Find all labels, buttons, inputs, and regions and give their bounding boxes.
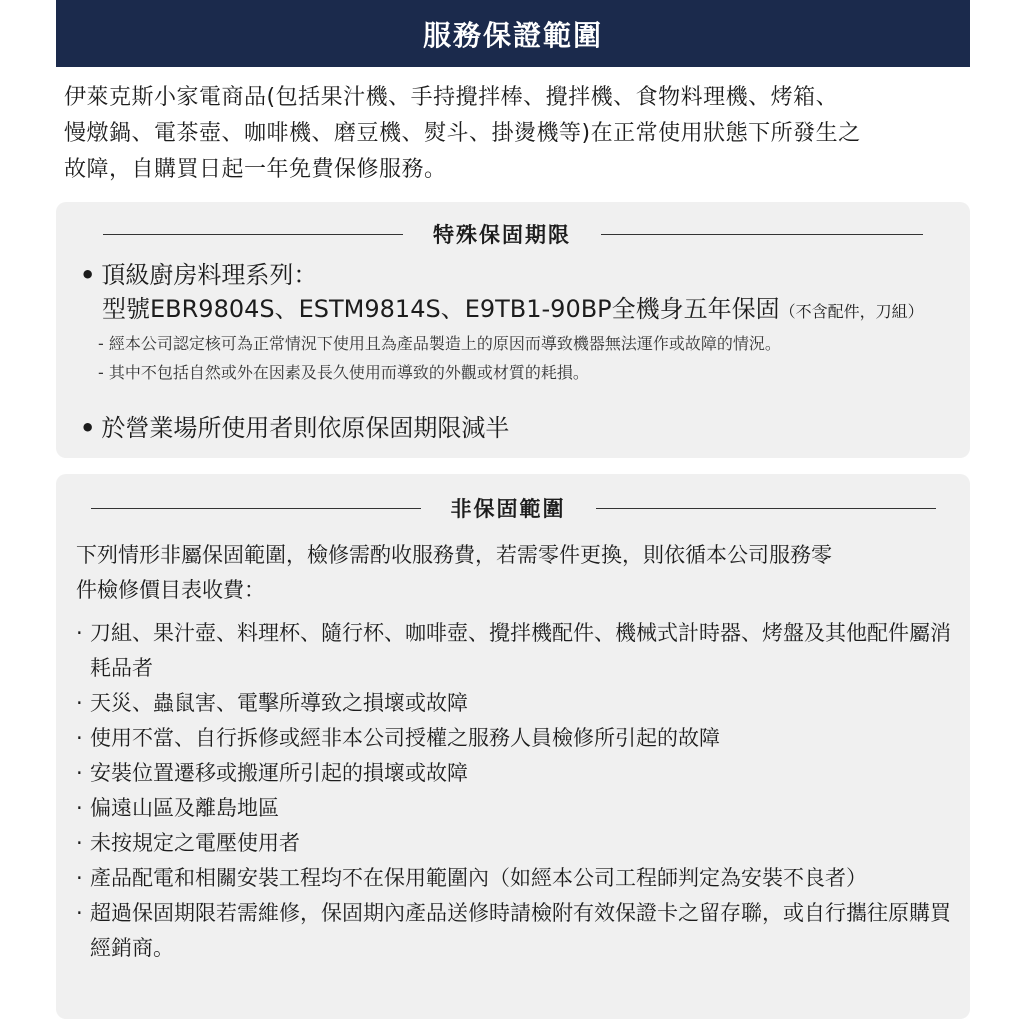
model-text: 型號EBR9804S、ESTM9814S、E9TB1-90BP全機身五年保固 (102, 295, 780, 323)
intro-line: 慢燉鍋、電茶壺、咖啡機、磨豆機、熨斗、掛燙機等)在正常使用狀態下所發生之 (64, 121, 861, 146)
premium-series-heading (80, 255, 317, 290)
divider (103, 234, 403, 235)
divider (596, 508, 936, 509)
section-title: 非保固範圍 (450, 497, 566, 521)
intro-paragraph (64, 80, 964, 188)
bullet-icon: · (76, 621, 83, 645)
list-item-text: 產品配電和相關安裝工程均不在保用範圍內（如經本公司工程師判定為安裝不良者） (90, 866, 867, 890)
intro-line: 伊萊克斯小家電商品(包括果汁機、手持攪拌棒、攪拌機、食物料理機、烤箱、 (64, 85, 839, 110)
page-title: 服務保證範圍 (422, 18, 603, 52)
intro-line: 件檢修價目表收費： (76, 578, 265, 602)
list-item (76, 616, 956, 686)
special-warranty-heading (56, 216, 970, 252)
intro-line: 故障，自購買日起一年免費保修服務。 (64, 157, 447, 182)
bullet-icon: · (76, 796, 83, 820)
model-note: （不含配件，刀組） (779, 302, 924, 321)
list-item-text: 使用不當、自行拆修或經非本公司授權之服務人員檢修所引起的故障 (90, 726, 720, 750)
exclusions-intro (76, 538, 956, 608)
exclusions-list (76, 616, 956, 966)
list-item-text: 天災、蟲鼠害、電擊所導致之損壞或故障 (90, 691, 468, 715)
list-item-text: 超過保固期限若需維修，保固期內產品送修時請檢附有效保證卡之留存聯，或自行攜往原購買經銷商。 (90, 901, 951, 960)
list-item (76, 826, 956, 861)
intro-line: 下列情形非屬保固範圍，檢修需酌收服務費，若需零件更換，則依循本公司服務零 (76, 543, 832, 567)
bullet-icon: • (80, 414, 96, 442)
bullet-icon: · (76, 901, 83, 925)
bullet-icon: · (76, 691, 83, 715)
list-item (76, 861, 956, 896)
divider (91, 508, 421, 509)
list-item (76, 756, 956, 791)
bullet-icon: • (80, 261, 96, 289)
business-use-text: 於營業場所使用者則依原保固期限減半 (101, 414, 510, 442)
list-item-text: 偏遠山區及離島地區 (90, 796, 279, 820)
divider (601, 234, 923, 235)
bullet-icon: · (76, 866, 83, 890)
warranty-note: - 經本公司認定核可為正常情況下使用且為產品製造上的原因而導致機器無法運作或故障的情況。 (98, 334, 781, 353)
list-item (76, 791, 956, 826)
list-item-text: 安裝位置遷移或搬運所引起的損壞或故障 (90, 761, 468, 785)
bullet-icon: · (76, 761, 83, 785)
bullet-icon: · (76, 726, 83, 750)
section-title: 特殊保固期限 (433, 223, 571, 247)
premium-series-label: 頂級廚房料理系列： (101, 261, 318, 289)
business-use-line (80, 408, 509, 443)
list-item (76, 896, 956, 966)
model-warranty-line (102, 289, 924, 324)
page-header (56, 0, 970, 67)
exclusions-heading (56, 490, 970, 526)
list-item (76, 721, 956, 756)
warranty-note: - 其中不包括自然或外在因素及長久使用而導致的外觀或材質的耗損。 (98, 363, 589, 382)
list-item-text: 刀組、果汁壺、料理杯、隨行杯、咖啡壺、攪拌機配件、機械式計時器、烤盤及其他配件屬消耗品者 (90, 621, 951, 680)
list-item-text: 未按規定之電壓使用者 (90, 831, 300, 855)
list-item (76, 686, 956, 721)
bullet-icon: · (76, 831, 83, 855)
